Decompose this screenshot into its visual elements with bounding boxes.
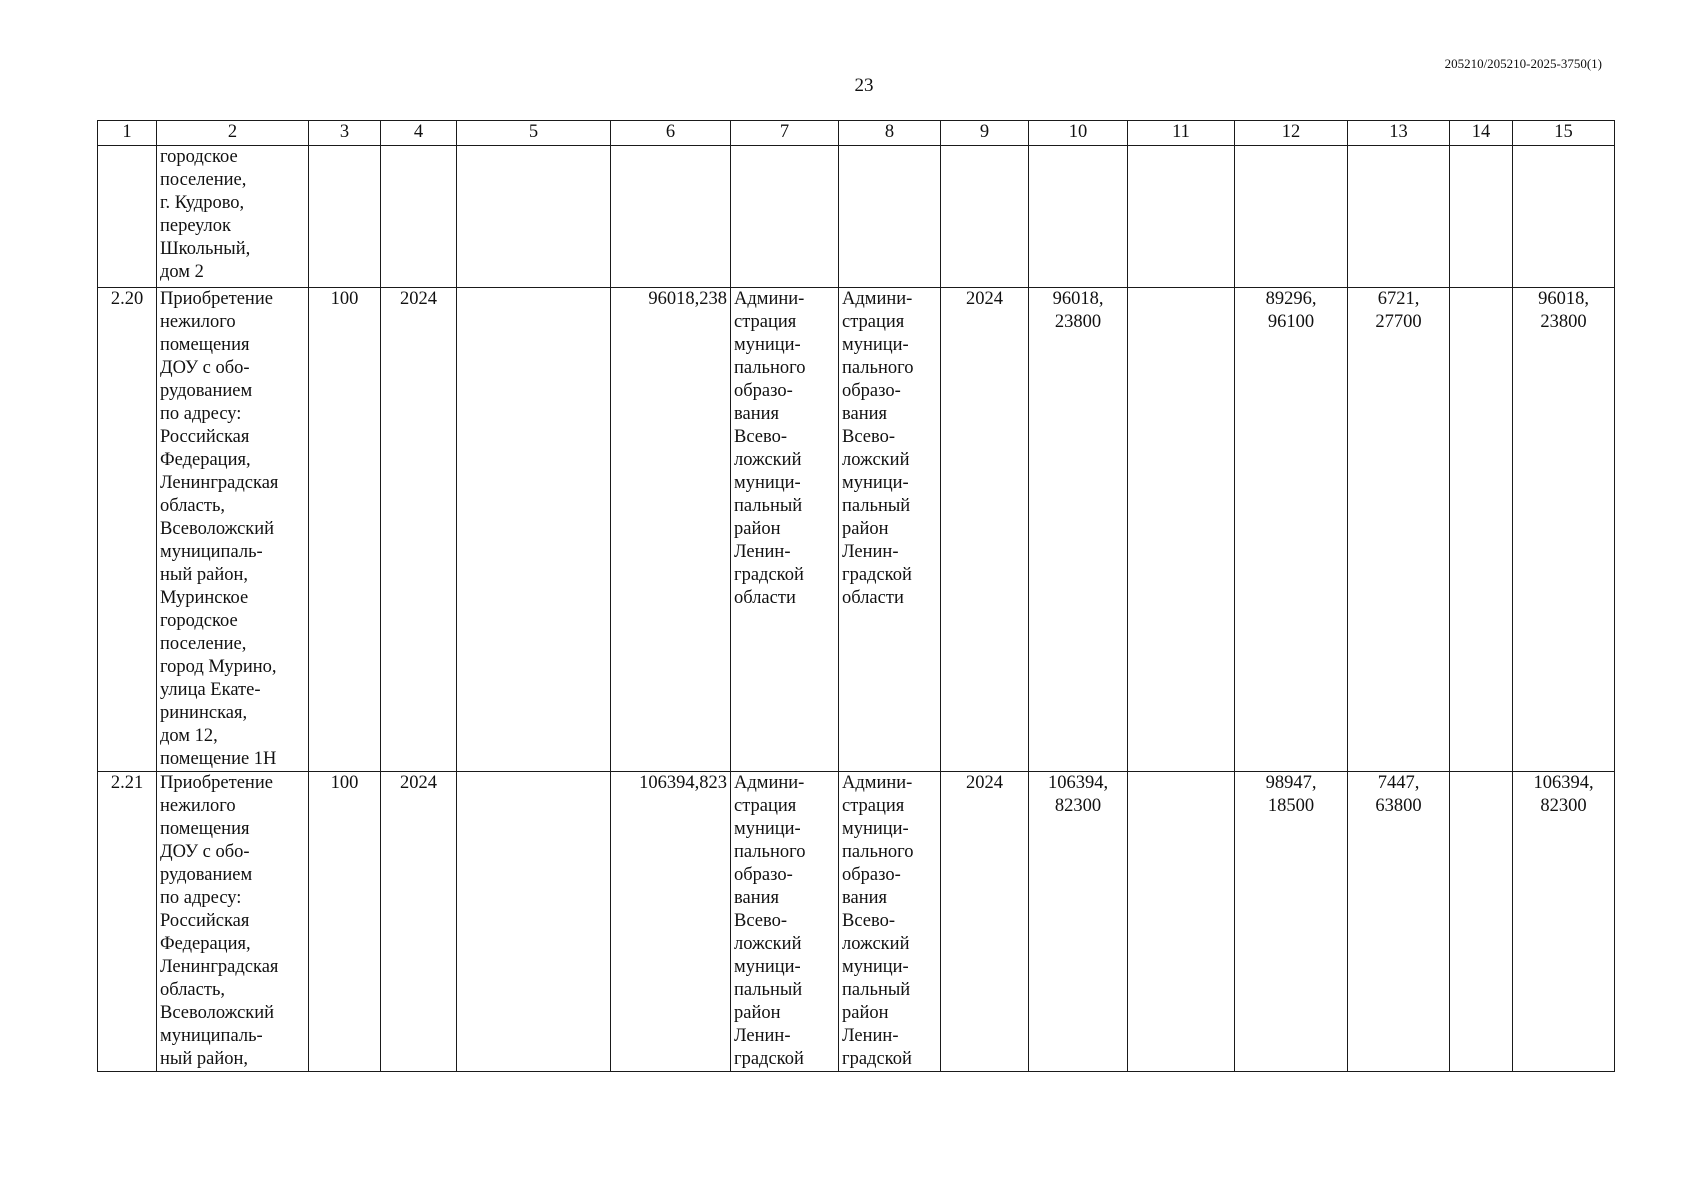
column-header-2: 2 [157, 121, 309, 146]
cell-name-line: по адресу: [160, 888, 242, 908]
cell-name-line: рудованием [160, 381, 253, 401]
name-line: поселение, [160, 170, 247, 190]
column-header-11: 11 [1128, 121, 1235, 146]
cell-name-line: помещения [160, 819, 250, 839]
column-header-7: 7 [731, 121, 839, 146]
cell-name-line: Всеволожский [160, 519, 275, 539]
cell-8 [839, 146, 941, 288]
cell-13-line: 7447, [1377, 773, 1420, 793]
cell-7-line: ложский [734, 934, 802, 954]
cell-8 [839, 288, 941, 772]
cell-11 [1128, 772, 1235, 1072]
cell-8-line: Всево- [842, 911, 896, 931]
cell-8-line: муници- [842, 819, 909, 839]
cell-13 [1348, 288, 1450, 772]
cell-5 [457, 288, 611, 772]
column-header-14: 14 [1450, 121, 1513, 146]
cell-name-line: Ленинградская [160, 473, 279, 493]
cell-15 [1513, 146, 1615, 288]
cell-15-line: 82300 [1540, 796, 1587, 816]
cell-name-line: ДОУ с обо- [160, 842, 250, 862]
cell-name-line: помещение 1Н [160, 749, 277, 769]
cell-name-line: Российская [160, 911, 250, 931]
cell-7-line: вания [734, 404, 780, 424]
name-line: г. Кудрово, [160, 193, 245, 213]
cell-10 [1029, 288, 1128, 772]
cell-name-line: нежилого [160, 312, 236, 332]
cell-8-line: Всево- [842, 427, 896, 447]
table-body [98, 146, 1615, 1072]
cell-14 [1450, 146, 1513, 288]
column-header-15: 15 [1513, 121, 1615, 146]
cell-name-line: Всеволожский [160, 1003, 275, 1023]
cell-name-line: помещения [160, 335, 250, 355]
cell-10-line: 96018, [1052, 289, 1104, 309]
cell-7-line: вания [734, 888, 780, 908]
cell-13-line: 63800 [1375, 796, 1422, 816]
cell-7-line: Админи- [734, 289, 805, 309]
cell-8-line: образо- [842, 865, 901, 885]
cell-8-line: образо- [842, 381, 901, 401]
cell-7-line: страция [734, 312, 797, 332]
cell-12-line: 89296, [1265, 289, 1317, 309]
cell-7-line: Админи- [734, 773, 805, 793]
cell-6: 106394,823 [611, 772, 731, 1072]
cell-8-line: ложский [842, 934, 910, 954]
column-header-10: 10 [1029, 121, 1128, 146]
cell-11 [1128, 146, 1235, 288]
cell-8-line: пальный [842, 980, 911, 1000]
cell-name-line: Муринское [160, 588, 249, 608]
cell-12 [1235, 146, 1348, 288]
cell-7 [731, 146, 839, 288]
column-header-5: 5 [457, 121, 611, 146]
cell-3 [309, 146, 381, 288]
cell-8 [839, 772, 941, 1072]
cell-name [157, 772, 309, 1072]
cell-10-line: 82300 [1054, 796, 1102, 816]
cell-name-line: нежилого [160, 796, 236, 816]
cell-9: 2024 [941, 772, 1029, 1072]
cell-name-line: город Мурино, [160, 657, 277, 677]
cell-7-line: муници- [734, 335, 801, 355]
cell-8-line: градской [842, 1049, 912, 1069]
cell-8-line: области [842, 588, 904, 608]
cell-name-line: Приобретение [160, 289, 273, 309]
cell-8-line: пального [842, 358, 914, 378]
cell-9 [941, 146, 1029, 288]
cell-name-line: ДОУ с обо- [160, 358, 250, 378]
cell-7 [731, 288, 839, 772]
cell-7-line: муници- [734, 957, 801, 977]
cell-7-line: район [734, 519, 781, 539]
cell-15-line: 96018, [1538, 289, 1589, 309]
cell-8-line: градской [842, 565, 912, 585]
cell-12 [1235, 772, 1348, 1072]
document-id: 205210/205210-2025-3750(1) [1444, 56, 1602, 71]
cell-15 [1513, 772, 1615, 1072]
cell-name-line: рининская, [160, 703, 248, 723]
cell-name-line: Федерация, [160, 934, 251, 954]
cell-num: 2.21 [98, 772, 157, 1072]
table-row [98, 288, 1615, 772]
cell-7 [731, 772, 839, 1072]
cell-7-line: образо- [734, 865, 793, 885]
cell-10 [1029, 146, 1128, 288]
cell-name [157, 288, 309, 772]
cell-7-line: пальный [734, 980, 803, 1000]
cell-12 [1235, 288, 1348, 772]
cell-name-line: муниципаль- [160, 1026, 263, 1046]
cell-name-line: область, [160, 496, 226, 516]
name-line: переулок [160, 216, 232, 236]
cell-num: 2.20 [98, 288, 157, 772]
cell-7-line: страция [734, 796, 797, 816]
cell-14 [1450, 288, 1513, 772]
cell-name [157, 146, 309, 288]
cell-name-line: улица Екате- [160, 680, 261, 700]
cell-5 [457, 772, 611, 1072]
cell-7-line: пальный [734, 496, 803, 516]
cell-12-line: 96100 [1267, 312, 1315, 332]
cell-3: 100 [309, 288, 381, 772]
cell-7-line: ложский [734, 450, 802, 470]
cell-7-line: пального [734, 842, 806, 862]
cell-14 [1450, 772, 1513, 1072]
cell-15 [1513, 288, 1615, 772]
cell-num [98, 146, 157, 288]
cell-12-line: 18500 [1267, 796, 1315, 816]
cell-name-line: муниципаль- [160, 542, 263, 562]
name-line: Школьный, [160, 239, 251, 259]
cell-name-line: ный район, [160, 565, 248, 585]
cell-8-line: Ленин- [842, 1026, 899, 1046]
cell-name-line: рудованием [160, 865, 253, 885]
cell-10-line: 106394, [1047, 773, 1109, 793]
cell-name-line: дом 12, [160, 726, 218, 746]
cell-name-line: Федерация, [160, 450, 251, 470]
column-header-13: 13 [1348, 121, 1450, 146]
cell-15-line: 106394, [1533, 773, 1594, 793]
cell-8-line: страция [842, 796, 905, 816]
cell-4: 2024 [381, 772, 457, 1072]
column-header-3: 3 [309, 121, 381, 146]
cell-7-line: градской [734, 1049, 804, 1069]
cell-6 [611, 146, 731, 288]
cell-name-line: городское [160, 611, 238, 631]
cell-8-line: вания [842, 404, 888, 424]
column-header-1: 1 [98, 121, 157, 146]
cell-8-line: Админи- [842, 773, 913, 793]
cell-8-line: район [842, 1003, 889, 1023]
column-header-4: 4 [381, 121, 457, 146]
cell-8-line: район [842, 519, 889, 539]
cell-7-line: муници- [734, 819, 801, 839]
cell-10 [1029, 772, 1128, 1072]
column-number-row [98, 121, 1615, 146]
column-header-6: 6 [611, 121, 731, 146]
cell-7-line: области [734, 588, 796, 608]
cell-name-line: Приобретение [160, 773, 273, 793]
column-header-9: 9 [941, 121, 1029, 146]
name-line: городское [160, 147, 238, 167]
cell-6: 96018,238 [611, 288, 731, 772]
cell-13 [1348, 146, 1450, 288]
cell-11 [1128, 288, 1235, 772]
cell-8-line: муници- [842, 957, 909, 977]
cell-4 [381, 146, 457, 288]
cell-8-line: страция [842, 312, 905, 332]
cell-name-line: Российская [160, 427, 250, 447]
cell-8-line: вания [842, 888, 888, 908]
cell-13-line: 6721, [1377, 289, 1420, 309]
column-header-8: 8 [839, 121, 941, 146]
cell-8-line: Админи- [842, 289, 913, 309]
cell-name-line: Ленинградская [160, 957, 279, 977]
cell-3: 100 [309, 772, 381, 1072]
cell-7-line: градской [734, 565, 804, 585]
cell-7-line: Ленин- [734, 542, 791, 562]
cell-8-line: пальный [842, 496, 911, 516]
cell-7-line: пального [734, 358, 806, 378]
cell-7-line: район [734, 1003, 781, 1023]
cell-7-line: образо- [734, 381, 793, 401]
cell-12-line: 98947, [1265, 773, 1317, 793]
cell-9: 2024 [941, 288, 1029, 772]
cell-name-line: область, [160, 980, 226, 1000]
cell-15-line: 23800 [1540, 312, 1587, 332]
column-header-12: 12 [1235, 121, 1348, 146]
cell-10-line: 23800 [1054, 312, 1102, 332]
cell-8-line: муници- [842, 335, 909, 355]
table-row [98, 772, 1615, 1072]
cell-7-line: Всево- [734, 427, 788, 447]
cell-8-line: муници- [842, 473, 909, 493]
cell-7-line: Ленин- [734, 1026, 791, 1046]
cell-4: 2024 [381, 288, 457, 772]
cell-name-line: ный район, [160, 1049, 248, 1069]
cell-5 [457, 146, 611, 288]
table-row-continuation [98, 146, 1615, 288]
page-number: 23 [854, 75, 874, 96]
cell-7-line: Всево- [734, 911, 788, 931]
cell-8-line: ложский [842, 450, 910, 470]
cell-8-line: Ленин- [842, 542, 899, 562]
cell-13 [1348, 772, 1450, 1072]
cell-8-line: пального [842, 842, 914, 862]
cell-name-line: поселение, [160, 634, 247, 654]
cell-name-line: по адресу: [160, 404, 242, 424]
cell-7-line: муници- [734, 473, 801, 493]
data-table [97, 120, 1615, 1072]
cell-13-line: 27700 [1375, 312, 1422, 332]
name-line: дом 2 [160, 262, 204, 282]
